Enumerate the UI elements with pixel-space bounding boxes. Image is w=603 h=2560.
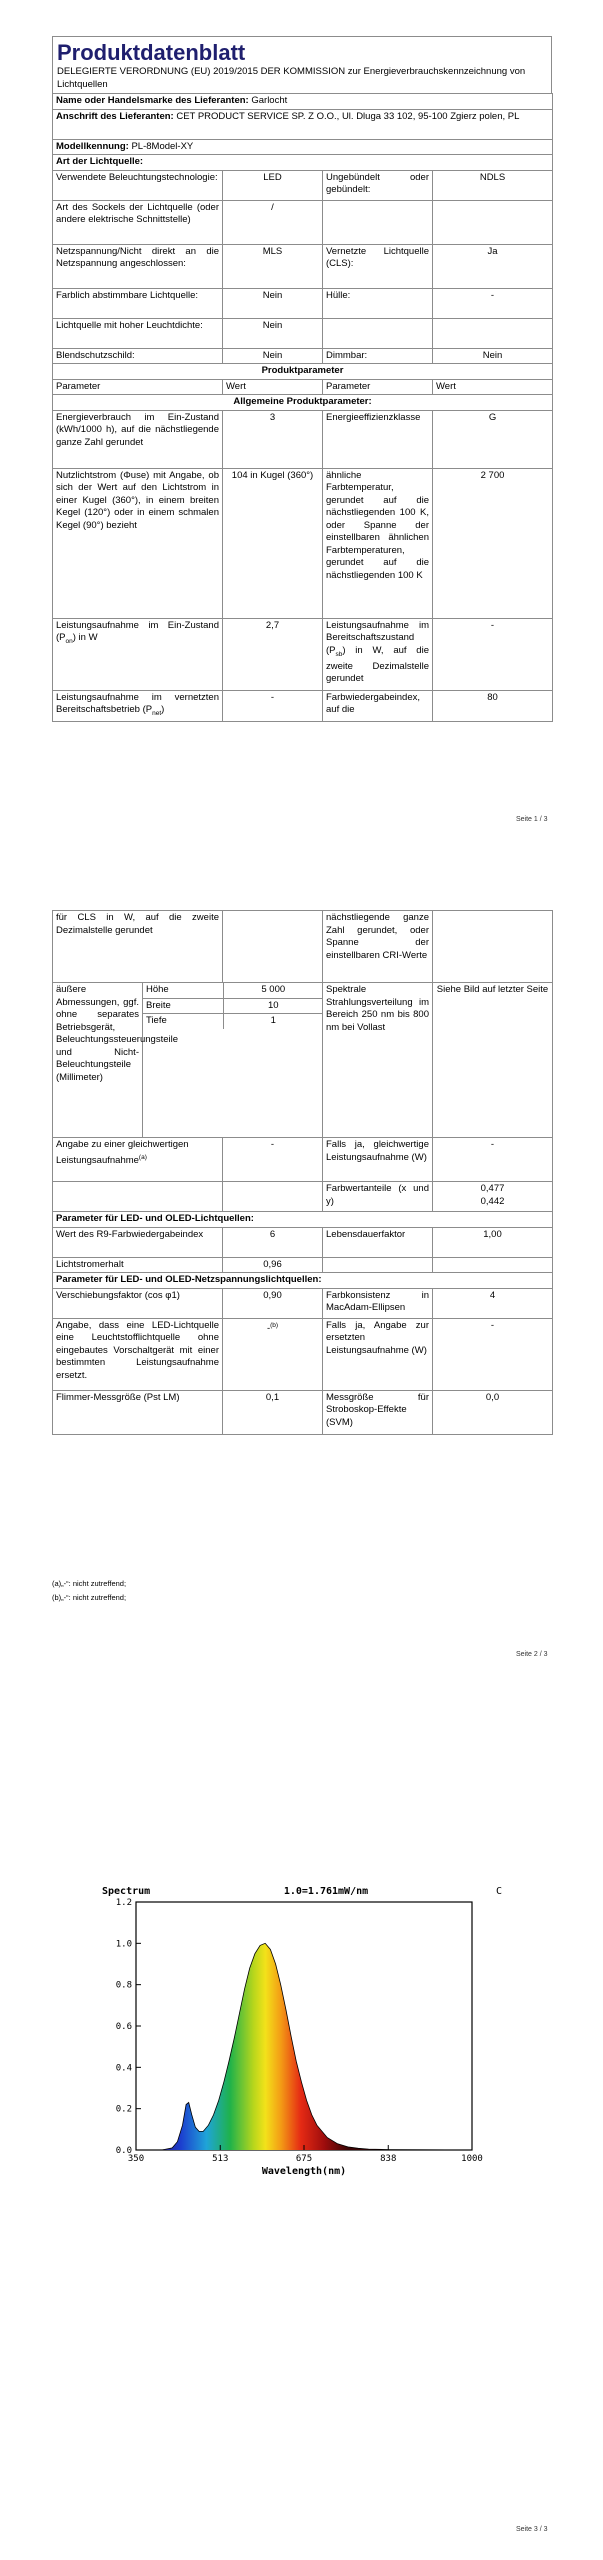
y-tick-label: 0.4 bbox=[115, 2063, 132, 2074]
pf-value: 0,90 bbox=[223, 1288, 323, 1318]
cont-value bbox=[433, 911, 553, 983]
dim-value: 1 bbox=[223, 1014, 323, 1029]
y-tick-label: 1.0 bbox=[115, 1939, 132, 1950]
param-label: Energieverbrauch im Ein-Zustand (kWh/1000 h), auf die nächstliegende ganze Zahl gerundet bbox=[53, 410, 223, 468]
equiv-footnote-ref: (a) bbox=[138, 1153, 147, 1161]
led-heading: Parameter für LED- und OLED-Lichtquellen: bbox=[53, 1212, 553, 1228]
r9-value: 6 bbox=[223, 1227, 323, 1257]
row-label bbox=[323, 200, 433, 244]
cont-value bbox=[223, 911, 323, 983]
macadam-label: Farbkonsistenz in MacAdam-Ellipsen bbox=[323, 1288, 433, 1318]
pf-label: Verschiebungsfaktor (cos φ1) bbox=[53, 1288, 223, 1318]
replace-label: Angabe, dass eine LED-Lichtquelle eine Leuchtstofflichtquelle ohne eingebautes Vorschaltgerät mit einer bestimmten Leistungsaufnahme ersetzt. bbox=[53, 1318, 223, 1390]
dim-name: Tiefe bbox=[143, 1014, 223, 1029]
dim-value: 5 000 bbox=[223, 983, 323, 998]
param-label: Leistungsaufnahme im Ein-Zustand $(P_{on})$ in W bbox=[53, 618, 223, 690]
col-header-value: Wert bbox=[223, 379, 323, 395]
x-tick-label: 350 bbox=[127, 2154, 145, 2164]
spectrum-chart-svg bbox=[100, 1880, 508, 2190]
row-value bbox=[433, 318, 553, 348]
cont-label: für CLS in W, auf die zweite Dezimalstelle gerundet bbox=[53, 911, 223, 983]
row-value bbox=[433, 200, 553, 244]
param-label: Leistungsaufnahme im vernetzten Bereitschaftsbetrieb $(P_{net})$ bbox=[53, 690, 223, 722]
row-value: - bbox=[433, 288, 553, 318]
supplier-name-label: Name oder Handelsmarke des Lieferanten: bbox=[56, 95, 249, 106]
col-header-param: Parameter bbox=[53, 379, 223, 395]
col-header-param: Parameter bbox=[323, 379, 433, 395]
svm-value: 0,0 bbox=[433, 1390, 553, 1434]
datasheet-table-1 bbox=[52, 93, 553, 722]
model-label: Modellkennung: bbox=[56, 140, 129, 152]
dim-name: Höhe bbox=[143, 983, 223, 998]
supplier-name: Garlocht bbox=[251, 95, 288, 106]
svm-label: Messgröße für Stroboskop-Effekte (SVM) bbox=[323, 1390, 433, 1434]
macadam-value: 4 bbox=[433, 1288, 553, 1318]
page-1 bbox=[0, 0, 603, 830]
model-row bbox=[53, 139, 553, 155]
dims-cell bbox=[143, 983, 323, 1138]
datasheet-page-1 bbox=[52, 36, 552, 722]
param-value: 80 bbox=[433, 690, 553, 722]
param-value: - bbox=[433, 618, 553, 690]
row-label: Dimmbar: bbox=[323, 348, 433, 364]
mains-heading: Parameter für LED- und OLED-Netzspannungslichtquellen: bbox=[53, 1273, 553, 1289]
equiv-value: - bbox=[223, 1138, 323, 1182]
x-tick-label: 675 bbox=[295, 2154, 313, 2164]
row-value: Nein bbox=[433, 348, 553, 364]
dim-value: 10 bbox=[223, 998, 323, 1014]
equiv-label: Angabe zu einer gleichwertigen Leistungsaufnahme bbox=[56, 1139, 189, 1166]
footnote-b: (b)„-“: nicht zutreffend; bbox=[52, 1593, 127, 1602]
cont-label: nächstliegende ganze Zahl gerundet, oder Spanne der einstellbaren CRI-Werte bbox=[323, 911, 433, 983]
col-header-value: Wert bbox=[433, 379, 553, 395]
supplier-address-label: Anschrift des Lieferanten: bbox=[56, 110, 174, 122]
param-value: - bbox=[223, 690, 323, 722]
x-tick-label: 838 bbox=[380, 2154, 397, 2164]
empty-cell bbox=[53, 1182, 223, 1212]
flicker-value: 0,1 bbox=[223, 1390, 323, 1434]
param-value: 3 bbox=[223, 410, 323, 468]
y-tick-label: 0.8 bbox=[115, 1980, 132, 1991]
replace-value: - bbox=[266, 1322, 271, 1334]
row-value: MLS bbox=[223, 244, 323, 288]
row-label: Art des Sockels der Lichtquelle (oder andere elektrische Schnittstelle) bbox=[53, 200, 223, 244]
datasheet-table-2 bbox=[52, 910, 553, 1435]
spectral-value: Siehe Bild auf letzter Seite bbox=[433, 983, 553, 1138]
y-tick-label: 0.6 bbox=[115, 2022, 132, 2032]
page-footer: Seite 2 / 3 bbox=[516, 1651, 548, 1658]
r9-label: Wert des R9-Farbwiedergabeindex bbox=[53, 1227, 223, 1257]
param-label: Leistungsaufnahme im Bereitschaftszustand $(P_{sb})$ in W, auf die zweite Dezimalstelle gerundet bbox=[323, 618, 433, 690]
equiv-power-label: Falls ja, gleichwertige Leistungsaufnahme (W) bbox=[323, 1138, 433, 1182]
chart-right-marker: C bbox=[495, 1886, 502, 1897]
x-tick-label: 513 bbox=[212, 2154, 229, 2164]
regulation-text: DELEGIERTE VERORDNUNG (EU) 2019/2015 DER KOMMISSION zur Energieverbrauchskennzeichnung von Lichtquellen bbox=[57, 66, 526, 90]
model-id: PL-8Model-XY bbox=[131, 140, 194, 152]
title-block bbox=[52, 36, 552, 93]
product-params-heading: Produktparameter bbox=[53, 364, 553, 380]
footnote-a: (a)„-“: nicht zutreffend; bbox=[52, 1579, 127, 1588]
supplier-address-row bbox=[53, 109, 553, 139]
param-value: 2 700 bbox=[433, 468, 553, 618]
param-value: 104 in Kugel (360°) bbox=[223, 468, 323, 618]
equiv-power-value: - bbox=[433, 1138, 553, 1182]
replace-power-label: Falls ja, Angabe zur ersetzten Leistungsaufnahme (W) bbox=[323, 1318, 433, 1390]
row-label: Lichtquelle mit hoher Leuchtdichte: bbox=[53, 318, 223, 348]
row-value: Nein bbox=[223, 348, 323, 364]
chart-annotation: 1.0=1.761mW/nm bbox=[283, 1886, 369, 1897]
chroma-values bbox=[433, 1182, 553, 1212]
row-value: / bbox=[223, 200, 323, 244]
maint-value: 0,96 bbox=[223, 1257, 323, 1273]
page-title: Produktdatenblatt bbox=[57, 40, 246, 65]
row-value: Ja bbox=[433, 244, 553, 288]
y-tick-label: 0.2 bbox=[115, 2104, 132, 2115]
maint-label: Lichtstromerhalt bbox=[53, 1257, 223, 1273]
datasheet-page-2 bbox=[52, 910, 552, 1435]
row-label: Netzspannung/Nicht direkt an die Netzspannung angeschlossen: bbox=[53, 244, 223, 288]
x-tick-label: 1000 bbox=[461, 2154, 483, 2164]
replace-value-cell bbox=[223, 1318, 323, 1390]
param-label: Energieeffizienzklasse bbox=[323, 410, 433, 468]
chart-title: Spectrum bbox=[102, 1886, 151, 1897]
life-label: Lebensdauerfaktor bbox=[323, 1227, 433, 1257]
page-footer: Seite 1 / 3 bbox=[516, 816, 548, 823]
row-value: Nein bbox=[223, 288, 323, 318]
row-label bbox=[323, 318, 433, 348]
row-value: LED bbox=[223, 170, 323, 200]
dims-label: äußere Abmessungen, ggf. ohne separates Betriebsgerät, Beleuchtungssteuerungsteile und Nicht-Beleuchtungsteile (Millimeter) bbox=[53, 983, 143, 1138]
x-axis-label: Wavelength(nm) bbox=[261, 2166, 347, 2177]
empty-cell bbox=[433, 1257, 553, 1273]
row-label: Farblich abstimmbare Lichtquelle: bbox=[53, 288, 223, 318]
spectral-label: Spektrale Strahlungsverteilung im Bereich 250 nm bis 800 nm bei Vollast bbox=[323, 983, 433, 1138]
dim-name: Breite bbox=[143, 998, 223, 1014]
row-label: Hülle: bbox=[323, 288, 433, 318]
row-value: NDLS bbox=[433, 170, 553, 200]
row-label: Vernetzte Lichtquelle (CLS): bbox=[323, 244, 433, 288]
page-footer: Seite 3 / 3 bbox=[516, 2526, 548, 2533]
dims-table bbox=[143, 983, 323, 1029]
row-label: Ungebündelt oder gebündelt: bbox=[323, 170, 433, 200]
param-value: 2,7 bbox=[223, 618, 323, 690]
replace-footnote-ref: (b) bbox=[270, 1321, 279, 1329]
y-tick-label: 0.0 bbox=[115, 2146, 132, 2156]
supplier-name-row bbox=[53, 94, 553, 110]
param-label: Nutzlichtstrom (Φuse) mit Angabe, ob sich der Wert auf den Lichtstrom in einer Kugel (360°), in einem breiten Kegel (120°) oder in einem schmalen Kegel (90°) bezieht bbox=[53, 468, 223, 618]
replace-power-value: - bbox=[433, 1318, 553, 1390]
spectrum-chart bbox=[100, 1880, 508, 2190]
empty-cell bbox=[223, 1182, 323, 1212]
param-value: G bbox=[433, 410, 553, 468]
page-2 bbox=[0, 870, 603, 1690]
chroma-label: Farbwertanteile (x und y) bbox=[323, 1182, 433, 1212]
chroma-x: 0,477 bbox=[480, 1183, 505, 1194]
supplier-address: CET PRODUCT SERVICE SP. Z O.O., Ul. Dluga 33 102, 95-100 Zgierz polen, PL bbox=[176, 110, 520, 122]
y-tick-label: 1.2 bbox=[115, 1898, 132, 1908]
general-params-heading: Allgemeine Produktparameter: bbox=[53, 395, 553, 411]
equiv-label-cell bbox=[53, 1138, 223, 1182]
row-label: Blendschutzschild: bbox=[53, 348, 223, 364]
flicker-label: Flimmer-Messgröße (Pst LM) bbox=[53, 1390, 223, 1434]
source-type-heading: Art der Lichtquelle: bbox=[53, 155, 553, 171]
row-label: Verwendete Beleuchtungstechnologie: bbox=[53, 170, 223, 200]
param-label: ähnliche Farbtemperatur, gerundet auf die nächstliegenden 100 K, oder Spanne der einstellbaren ähnlichen Farbtemperaturen, gerundet auf die nächstliegenden 100 K bbox=[323, 468, 433, 618]
row-value: Nein bbox=[223, 318, 323, 348]
life-value: 1,00 bbox=[433, 1227, 553, 1257]
chroma-y: 0,442 bbox=[480, 1195, 505, 1207]
param-label: Farbwiedergabeindex, auf die bbox=[323, 690, 433, 722]
empty-cell bbox=[323, 1257, 433, 1273]
